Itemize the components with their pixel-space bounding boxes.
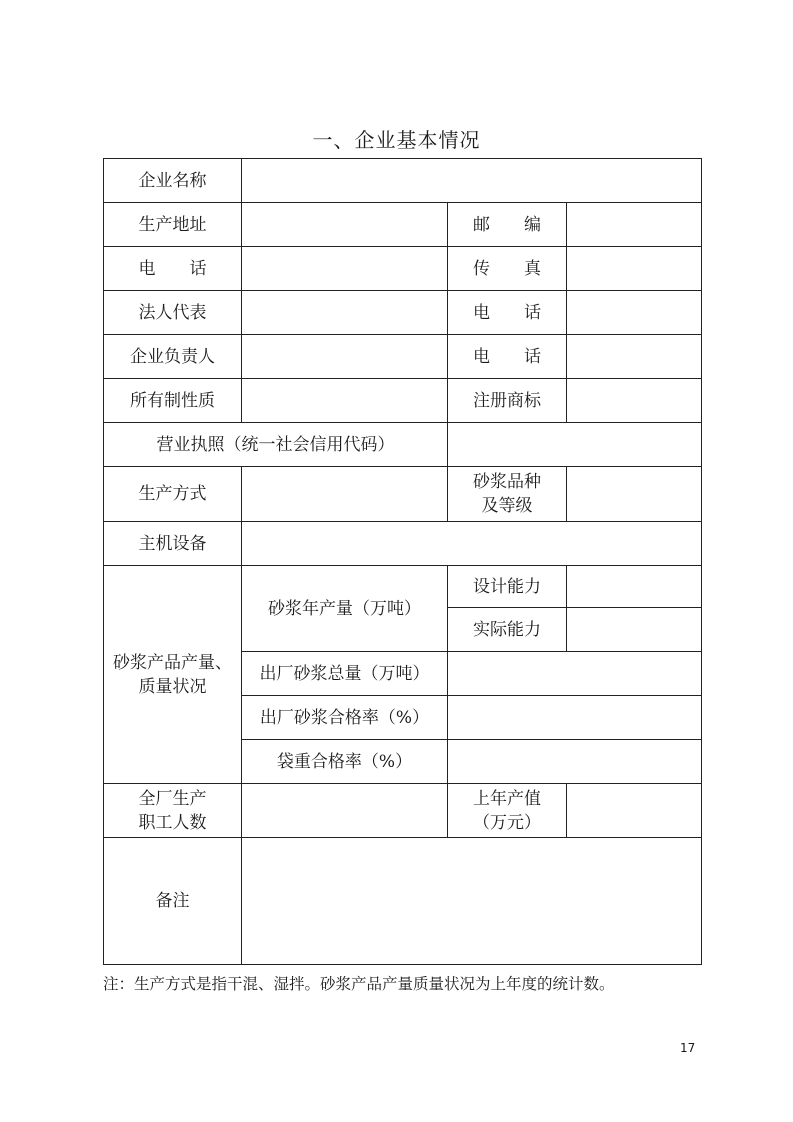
label-production-mode: 生产方式 (104, 467, 242, 522)
output-quality-line2: 质量状况 (138, 676, 207, 697)
label-design-capacity: 设计能力 (448, 566, 567, 608)
label-ownership: 所有制性质 (104, 379, 242, 423)
label-business-license: 营业执照（统一社会信用代码） (104, 423, 448, 467)
label-trademark: 注册商标 (448, 379, 567, 423)
qualified-rate-field[interactable] (448, 696, 702, 740)
production-mode-field[interactable] (242, 467, 448, 522)
label-manager-phone: 电 话 (448, 335, 567, 379)
label-company-name: 企业名称 (104, 159, 242, 203)
label-postcode: 邮 编 (448, 203, 567, 247)
employees-field[interactable] (242, 784, 448, 838)
actual-capacity-field[interactable] (567, 608, 702, 652)
label-mortar-variety (448, 467, 567, 522)
remarks-field[interactable] (242, 838, 702, 965)
label-legal-rep-phone: 电 话 (448, 291, 567, 335)
address-field[interactable] (242, 203, 448, 247)
label-annual-output: 砂浆年产量（万吨） (242, 566, 448, 652)
employees-line2: 职工人数 (138, 812, 207, 833)
manager-field[interactable] (242, 335, 448, 379)
label-address: 生产地址 (104, 203, 242, 247)
footnote: 注：生产方式是指干混、湿拌。砂浆产品产量质量状况为上年度的统计数。 (103, 975, 615, 993)
page-title: 一、企业基本情况 (312, 128, 481, 152)
output-quality-line1: 砂浆产品产量、 (113, 652, 232, 673)
enterprise-info-table (103, 158, 702, 965)
total-shipped-field[interactable] (448, 652, 702, 696)
design-capacity-field[interactable] (567, 566, 702, 608)
bag-weight-rate-field[interactable] (448, 740, 702, 784)
mortar-variety-field[interactable] (567, 467, 702, 522)
label-qualified-rate: 出厂砂浆合格率（%） (242, 696, 448, 740)
label-phone: 电 话 (104, 247, 242, 291)
label-remarks: 备注 (104, 838, 242, 965)
trademark-field[interactable] (567, 379, 702, 423)
postcode-field[interactable] (567, 203, 702, 247)
last-year-value-line2: （万元） (473, 812, 541, 833)
label-bag-weight-rate: 袋重合格率（%） (242, 740, 448, 784)
mortar-variety-line1: 砂浆品种 (473, 472, 541, 492)
last-year-value-field[interactable] (567, 784, 702, 838)
mortar-variety-line2: 及等级 (481, 496, 533, 516)
label-employees (104, 784, 242, 838)
main-equipment-field[interactable] (242, 522, 702, 566)
label-manager: 企业负责人 (104, 335, 242, 379)
label-fax: 传 真 (448, 247, 567, 291)
legal-rep-phone-field[interactable] (567, 291, 702, 335)
last-year-value-line1: 上年产值 (473, 788, 541, 809)
label-last-year-value (448, 784, 567, 838)
ownership-field[interactable] (242, 379, 448, 423)
label-output-quality (104, 566, 242, 784)
employees-line1: 全厂生产 (138, 788, 207, 809)
manager-phone-field[interactable] (567, 335, 702, 379)
label-actual-capacity: 实际能力 (448, 608, 567, 652)
company-name-field[interactable] (242, 159, 702, 203)
label-legal-rep: 法人代表 (104, 291, 242, 335)
fax-field[interactable] (567, 247, 702, 291)
legal-rep-field[interactable] (242, 291, 448, 335)
label-main-equipment: 主机设备 (104, 522, 242, 566)
label-total-shipped: 出厂砂浆总量（万吨） (242, 652, 448, 696)
page-number: 17 (680, 1041, 696, 1055)
phone-field[interactable] (242, 247, 448, 291)
business-license-field[interactable] (448, 423, 702, 467)
